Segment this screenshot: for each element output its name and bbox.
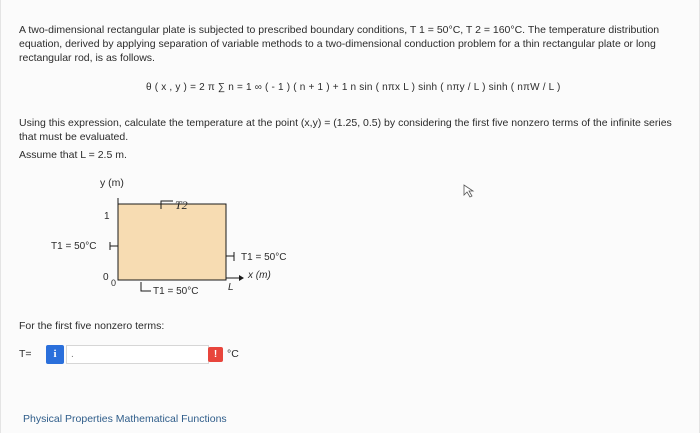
problem-intro: A two-dimensional rectangular plate is subjected to prescribed boundary conditions, T 1 = 50°C, T 2 = 160°C. The temperature distribution equation, derived by applying separation of variable methods to a two-dimensional conduction problem for a thin rectangular plate or long rectangular rod, is as follows. [19,24,660,64]
origin-sub-label: 0 [111,278,117,288]
plate-diagram-graphic [1,170,321,320]
answer-prompt: For the first five nonzero terms: [19,320,165,332]
length-label: L [228,282,234,293]
right-boundary-label: T1 = 50°C [241,252,287,263]
plate-diagram [1,170,321,320]
temperature-formula: θ ( x , y ) = 2 π ∑ n = 1 ∞ ( - 1 ) ( n + 1 ) + 1 n sin ( nπx L ) sinh ( nπy / L ) sinh ( nπW / L ) [146,82,561,93]
x-axis-arrow [239,275,244,281]
answer-t-label: T= [19,348,32,360]
warning-icon[interactable]: ! [208,347,223,362]
problem-question: Using this expression, calculate the temperature at the point (x,y) = (1.25, 0.5) by considering the first five nonzero terms of the infinite series that must be evaluated. [19,117,672,143]
reference-links[interactable]: Physical Properties Mathematical Functions [23,413,227,425]
bottom-boundary-label: T1 = 50°C [153,286,199,297]
temperature-answer-input[interactable] [66,345,209,364]
mouse-pointer-icon [463,184,477,198]
y-tick-one: 1 [104,211,110,222]
origin-label: 0 [103,272,109,283]
assumption-text: Assume that L = 2.5 m. [19,149,127,161]
answer-unit: °C [227,348,239,360]
info-icon[interactable]: i [46,345,64,364]
answer-row [19,345,279,365]
y-axis-label: y (m) [100,177,124,189]
x-axis-label: x (m) [248,270,271,281]
left-boundary-label: T1 = 50°C [51,241,97,252]
top-boundary-label: T2 [175,198,188,212]
bottom-boundary-marker [141,282,151,291]
plate-rectangle [118,204,226,280]
